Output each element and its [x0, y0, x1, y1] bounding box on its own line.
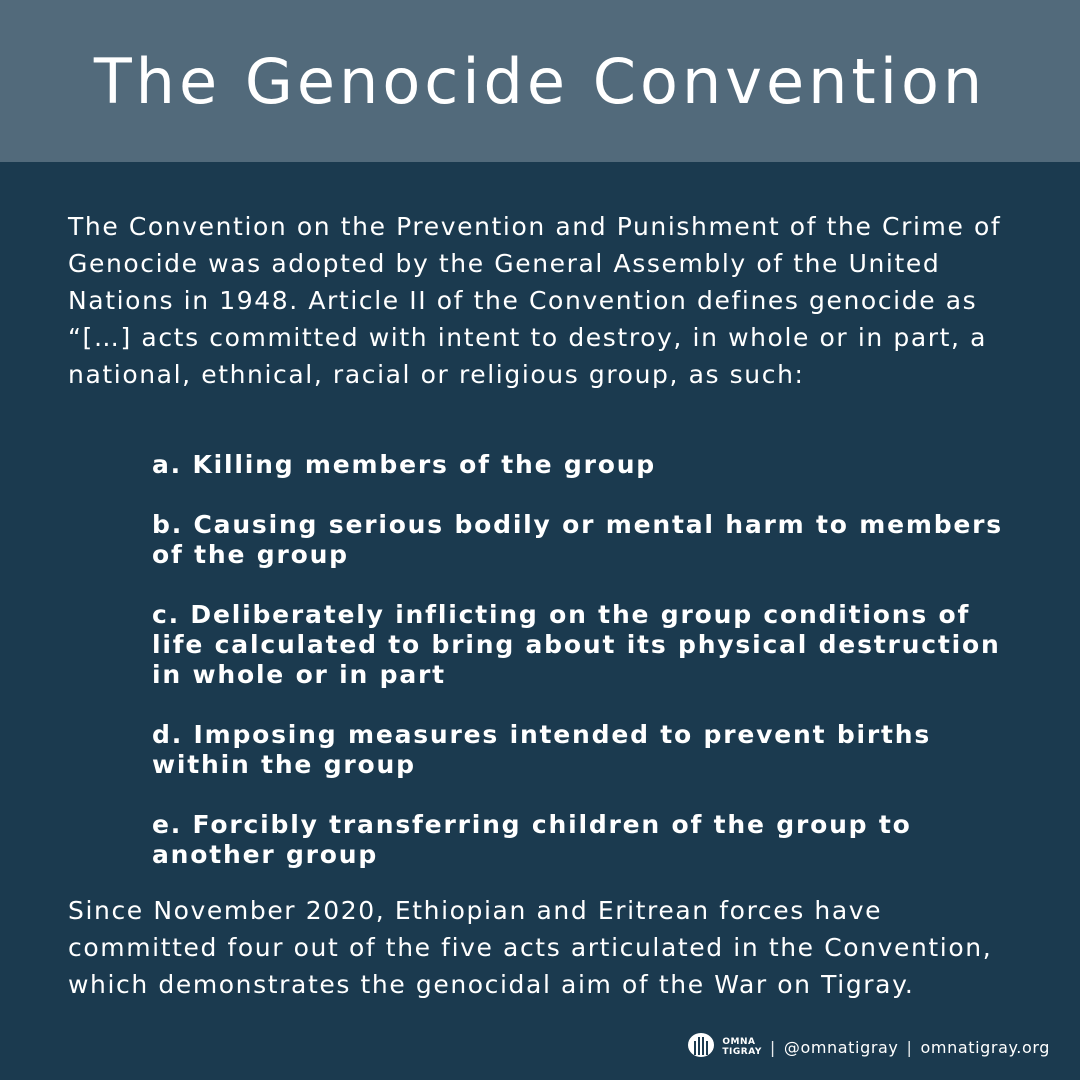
omna-tigray-logo [686, 1031, 761, 1063]
closing-paragraph: Since November 2020, Ethiopian and Eritrean forces have committed four out of the five acts articulated in the Convention, which demonstrates the genocidal aim of the War on Tigray. [68, 896, 993, 999]
logo-line-1: OMNA [722, 1037, 756, 1047]
list-item-act-d: d. Imposing measures intended to prevent births within the group [152, 720, 932, 779]
logo-wordmark [722, 1037, 761, 1057]
list-item-act-b: b. Causing serious bodily or mental harm to members of the group [152, 510, 1003, 569]
page-title: The Genocide Convention [93, 45, 987, 118]
social-handle: @omnatigray [783, 1037, 899, 1057]
omna-tigray-logo-icon [686, 1031, 716, 1063]
intro-paragraph: The Convention on the Prevention and Punishment of the Crime of Genocide was adopted by the General Assembly of the United Nations in 1948. Article II of the Convention defines genocide as “[…] acts committed with intent to destroy, in whole or in part, a national, ethnical, racial or religious group, as such: [68, 212, 1002, 389]
footer-separator-2: | [906, 1037, 913, 1057]
genocide-acts-list [152, 450, 1032, 900]
footer-credits [686, 1033, 1050, 1061]
list-item-act-c: c. Deliberately inflicting on the group conditions of life calculated to bring about its physical destruction in whole or in part [152, 600, 1001, 689]
list-item-act-e: e. Forcibly transferring children of the group to another group [152, 810, 912, 869]
footer-separator-1: | [769, 1037, 776, 1057]
logo-line-2: TIGRAY [722, 1047, 762, 1057]
list-item-act-a: a. Killing members of the group [152, 450, 656, 479]
website-link[interactable]: omnatigray.org [920, 1037, 1050, 1057]
header-band [0, 0, 1080, 162]
